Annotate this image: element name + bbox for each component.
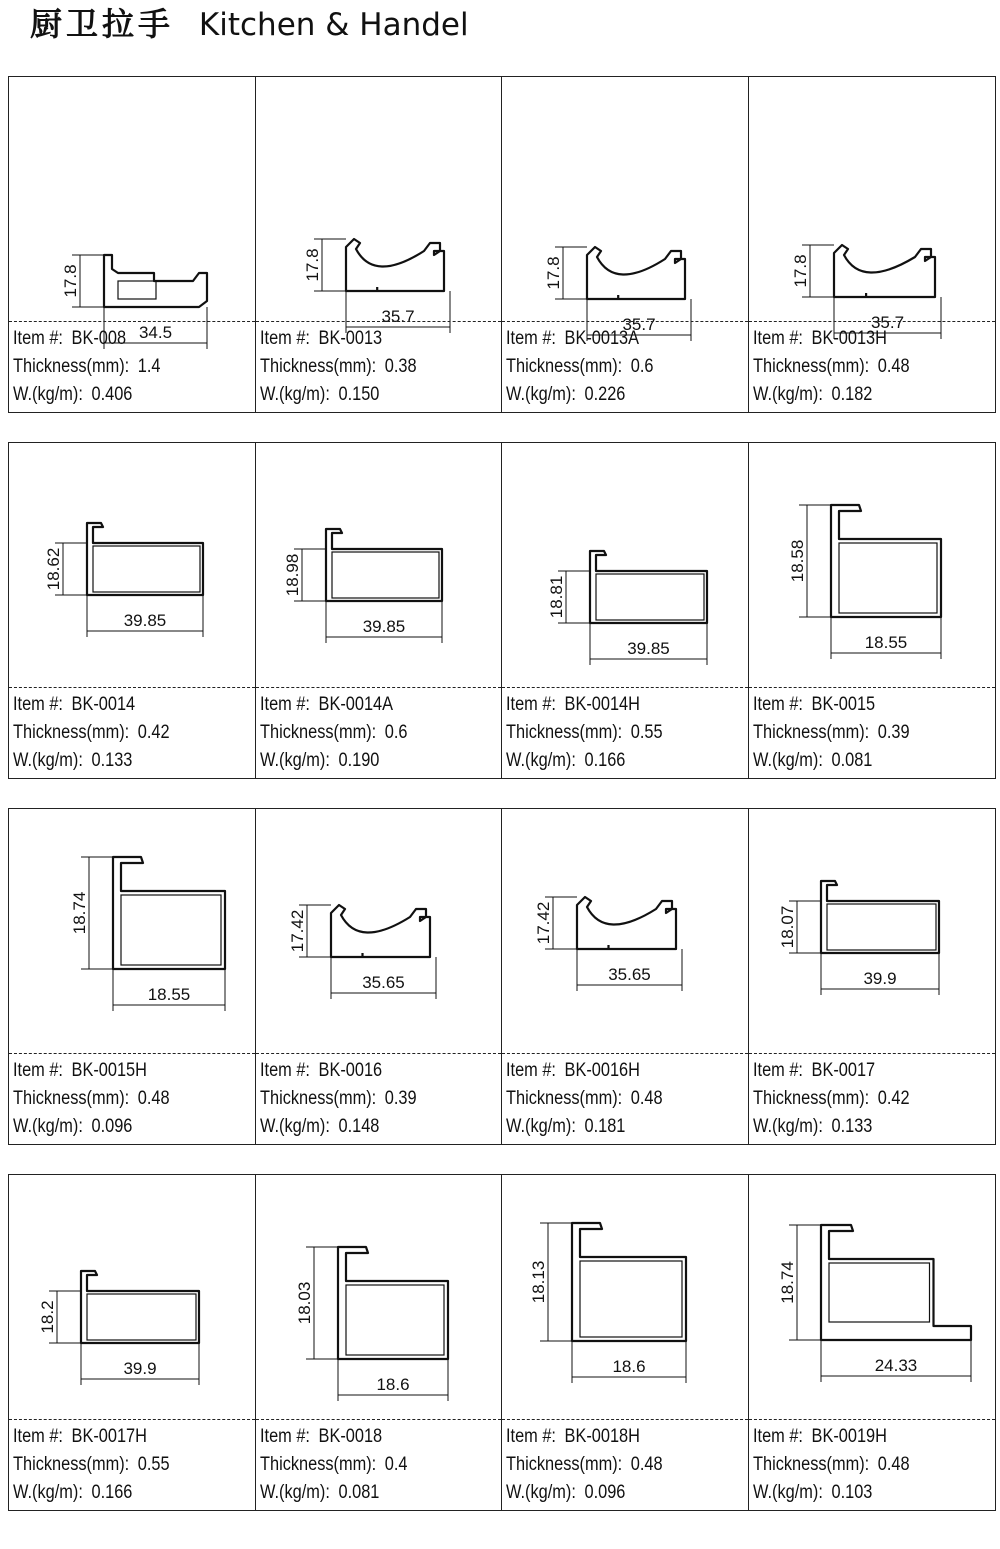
thickness-value-label: Thickness(mm): [752,1088,869,1109]
product-spec [13,1423,219,1507]
product-spec [506,1057,712,1141]
height-dimension: 18.13 [529,1260,548,1304]
product-spec [506,1423,712,1507]
product-row [8,1174,996,1511]
profile-drawing [502,443,748,687]
product-spec [13,1057,219,1141]
item-number-label: Item #: [506,694,556,715]
thickness-value-line [753,1451,959,1479]
thickness-value-line [753,1085,959,1113]
weight-value-label: W.(kg/m): [506,1482,576,1503]
thickness-value-line [13,1085,219,1113]
width-dimension: 39.9 [123,1359,157,1378]
item-number-line [753,1423,959,1451]
item-number-label: Item #: [506,1060,556,1081]
item-number-line [260,1057,466,1085]
width-dimension: 18.55 [864,633,907,652]
weight-value: 0.081 [338,1482,379,1503]
item-number: BK-0017H [71,1426,147,1447]
profile-drawing [9,443,255,687]
product-spec [260,1423,466,1507]
product-card [256,1175,503,1510]
divider [749,1053,996,1054]
product-card [749,77,996,412]
product-card [749,1175,996,1510]
thickness-value-line [13,1451,219,1479]
weight-value-line [13,1113,219,1141]
weight-value: 0.226 [584,384,626,405]
product-card [502,77,749,412]
weight-value: 0.103 [831,1482,872,1503]
height-dimension: 18.74 [70,891,89,935]
profile-drawing [9,809,255,1053]
thickness-value-line [506,1451,712,1479]
thickness-value-label: Thickness(mm): [506,1088,623,1109]
product-row [8,442,996,779]
width-dimension: 39.85 [362,617,405,636]
weight-value-line [13,1479,219,1507]
product-spec [13,325,219,409]
item-number: BK-0017 [811,1060,875,1081]
weight-value-label: W.(kg/m): [259,750,330,771]
item-number-label: Item #: [13,328,63,349]
item-number-line [260,325,466,353]
weight-value-line [13,381,219,409]
product-spec [753,1423,959,1507]
height-dimension: 17.42 [534,901,553,945]
divider [502,1053,748,1054]
item-number-label: Item #: [506,1426,556,1447]
divider [502,687,748,688]
product-card [9,809,256,1144]
thickness-value-label: Thickness(mm): [13,1454,130,1475]
profile-drawing [502,77,748,334]
weight-value-line [753,1479,959,1507]
thickness-value-label: Thickness(mm): [13,356,130,377]
thickness-value-label: Thickness(mm): [13,722,130,743]
height-dimension: 18.98 [282,553,302,597]
product-card [9,77,256,412]
product-spec [506,325,712,409]
thickness-value-line [753,353,959,381]
weight-value-line [260,747,466,775]
profile-drawing [749,809,995,1053]
product-spec [260,1057,466,1141]
thickness-value: 0.55 [137,1454,170,1475]
weight-value-line [506,1479,712,1507]
product-row [8,808,996,1145]
weight-value-label: W.(kg/m): [259,384,330,405]
weight-value: 0.182 [831,384,872,405]
thickness-value-line [260,1451,466,1479]
thickness-value-line [13,353,219,381]
item-number: BK-0013H [811,328,887,349]
thickness-value: 0.42 [877,1088,910,1109]
weight-value: 0.133 [91,750,133,771]
weight-value-line [753,747,959,775]
thickness-value-line [506,353,712,381]
height-dimension: 18.62 [44,547,63,591]
width-dimension: 18.6 [375,1375,410,1394]
thickness-value: 0.48 [137,1088,170,1109]
width-dimension: 34.5 [138,323,173,342]
weight-value-line [260,1479,466,1507]
thickness-value-line [506,719,712,747]
thickness-value-label: Thickness(mm): [506,722,623,743]
item-number-line [506,1423,712,1451]
product-row [8,76,996,413]
item-number-label: Item #: [259,694,310,715]
weight-value: 0.150 [338,384,379,405]
height-dimension: 18.2 [38,1300,57,1334]
item-number-label: Item #: [259,328,310,349]
thickness-value-label: Thickness(mm): [506,356,623,377]
product-card [502,1175,749,1510]
product-spec [260,691,466,775]
divider [9,321,255,322]
height-dimension: 18.07 [777,905,797,949]
item-number-line [506,691,712,719]
thickness-value-label: Thickness(mm): [259,1088,376,1109]
product-card [749,809,996,1144]
profile-drawing [9,1175,255,1419]
product-card [9,443,256,778]
height-dimension: 17.8 [61,264,80,298]
weight-value-label: W.(kg/m): [752,750,823,771]
product-spec [260,325,466,409]
thickness-value: 0.42 [137,722,170,743]
thickness-value: 0.4 [384,1454,408,1475]
weight-value-line [753,1113,959,1141]
weight-value-label: W.(kg/m): [752,384,823,405]
weight-value-line [260,1113,466,1141]
weight-value-label: W.(kg/m): [506,1116,576,1137]
item-number: BK-0013A [564,328,640,349]
divider [9,687,255,688]
item-number: BK-0014 [71,694,136,715]
divider [9,1419,255,1420]
item-number-label: Item #: [259,1060,310,1081]
thickness-value: 0.48 [877,1454,910,1475]
item-number: BK-0016 [318,1060,382,1081]
product-card [749,443,996,778]
thickness-value-line [260,719,466,747]
weight-value-line [506,381,712,409]
height-dimension: 17.8 [544,256,563,290]
divider [256,321,502,322]
profile-drawing [256,1175,502,1419]
item-number: BK-0019H [811,1426,887,1447]
weight-value-label: W.(kg/m): [13,384,83,405]
thickness-value-line [13,719,219,747]
thickness-value-label: Thickness(mm): [259,356,376,377]
thickness-value: 0.39 [877,722,910,743]
width-dimension: 35.7 [870,313,904,332]
profile-drawing [256,443,502,687]
product-card [502,443,749,778]
divider [502,1419,748,1420]
thickness-value-label: Thickness(mm): [752,722,869,743]
weight-value: 0.190 [338,750,379,771]
divider [502,321,748,322]
item-number-line [13,1057,219,1085]
divider [256,1419,502,1420]
thickness-value-label: Thickness(mm): [259,722,376,743]
profile-drawing [749,443,995,687]
item-number-label: Item #: [13,694,63,715]
weight-value-label: W.(kg/m): [13,1116,83,1137]
thickness-value: 0.48 [877,356,910,377]
item-number: BK-0018 [318,1426,382,1447]
thickness-value: 0.39 [384,1088,417,1109]
thickness-value: 0.55 [630,722,663,743]
weight-value-line [506,747,712,775]
item-number: BK-0015 [811,694,875,715]
item-number-label: Item #: [506,328,556,349]
item-number-label: Item #: [752,1060,803,1081]
title-chinese: 厨卫拉手 [30,5,175,43]
thickness-value-line [753,719,959,747]
weight-value: 0.096 [584,1482,626,1503]
thickness-value: 0.6 [630,356,654,377]
weight-value: 0.406 [91,384,133,405]
profile-drawing [502,1175,748,1419]
product-card [256,77,503,412]
product-card [256,443,503,778]
item-number: BK-0013 [318,328,382,349]
thickness-value-line [260,1085,466,1113]
item-number-label: Item #: [752,1426,803,1447]
product-spec [753,325,959,409]
item-number: BK-0018H [564,1426,640,1447]
profile-drawing [502,809,748,1053]
width-dimension: 18.6 [612,1357,646,1376]
height-dimension: 17.8 [790,254,810,288]
weight-value: 0.096 [91,1116,133,1137]
thickness-value-label: Thickness(mm): [13,1088,130,1109]
width-dimension: 39.9 [862,969,897,988]
height-dimension: 18.74 [777,1261,797,1304]
thickness-value-label: Thickness(mm): [752,1454,869,1475]
product-card [256,809,503,1144]
weight-value-line [13,747,219,775]
item-number: BK-008 [71,328,127,349]
item-number-line [13,1423,219,1451]
item-number-line [753,1057,959,1085]
weight-value: 0.166 [584,750,626,771]
divider [9,1053,255,1054]
width-dimension: 39.85 [123,611,167,630]
width-dimension: 18.55 [147,985,191,1004]
thickness-value-line [506,1085,712,1113]
product-spec [753,1057,959,1141]
weight-value: 0.081 [831,750,872,771]
item-number-line [13,691,219,719]
item-number: BK-0014H [564,694,640,715]
width-dimension: 35.65 [361,973,405,992]
item-number: BK-0015H [71,1060,147,1081]
weight-value: 0.166 [91,1482,133,1503]
thickness-value: 0.38 [384,356,417,377]
weight-value-line [753,381,959,409]
height-dimension: 17.42 [287,909,307,953]
width-dimension: 35.7 [380,307,415,326]
product-card [502,809,749,1144]
item-number: BK-0016H [564,1060,640,1081]
thickness-value: 1.4 [137,356,161,377]
divider [256,1053,502,1054]
item-number-label: Item #: [752,328,803,349]
weight-value-label: W.(kg/m): [259,1116,330,1137]
height-dimension: 18.58 [787,539,807,583]
item-number-label: Item #: [752,694,803,715]
item-number-line [506,1057,712,1085]
divider [256,687,502,688]
divider [749,321,996,322]
page-title [30,2,469,46]
product-spec [753,691,959,775]
item-number-label: Item #: [13,1426,63,1447]
width-dimension: 39.85 [627,639,670,658]
item-number-line [260,691,466,719]
weight-value: 0.148 [338,1116,379,1137]
height-dimension: 18.03 [294,1281,314,1325]
profile-drawing [256,77,502,326]
product-spec [13,691,219,775]
profile-drawing [749,77,995,332]
weight-value-label: W.(kg/m): [13,1482,83,1503]
height-dimension: 17.8 [302,248,322,282]
weight-value-label: W.(kg/m): [752,1482,823,1503]
width-dimension: 35.65 [608,965,651,984]
thickness-value: 0.48 [630,1088,663,1109]
thickness-value-label: Thickness(mm): [506,1454,623,1475]
weight-value-label: W.(kg/m): [13,750,83,771]
weight-value-label: W.(kg/m): [259,1482,330,1503]
item-number-line [260,1423,466,1451]
width-dimension: 35.7 [622,315,656,334]
weight-value: 0.133 [831,1116,872,1137]
thickness-value: 0.6 [384,722,408,743]
weight-value-line [260,381,466,409]
item-number: BK-0014A [318,694,393,715]
weight-value: 0.181 [584,1116,626,1137]
weight-value-line [506,1113,712,1141]
thickness-value-line [260,353,466,381]
weight-value-label: W.(kg/m): [506,384,576,405]
product-spec [506,691,712,775]
title-english: Kitchen & Handel [198,7,469,43]
weight-value-label: W.(kg/m): [752,1116,823,1137]
profile-drawing [256,809,502,1053]
item-number-line [506,325,712,353]
item-number-line [753,691,959,719]
thickness-value-label: Thickness(mm): [259,1454,376,1475]
item-number-label: Item #: [259,1426,310,1447]
height-dimension: 18.81 [547,575,566,619]
profile-drawing [749,1175,995,1419]
item-number-label: Item #: [13,1060,63,1081]
item-number-line [13,325,219,353]
divider [749,687,996,688]
item-number-line [753,325,959,353]
product-card [9,1175,256,1510]
thickness-value: 0.48 [630,1454,663,1475]
divider [749,1419,996,1420]
width-dimension: 24.33 [874,1356,917,1375]
weight-value-label: W.(kg/m): [506,750,576,771]
thickness-value-label: Thickness(mm): [752,356,869,377]
